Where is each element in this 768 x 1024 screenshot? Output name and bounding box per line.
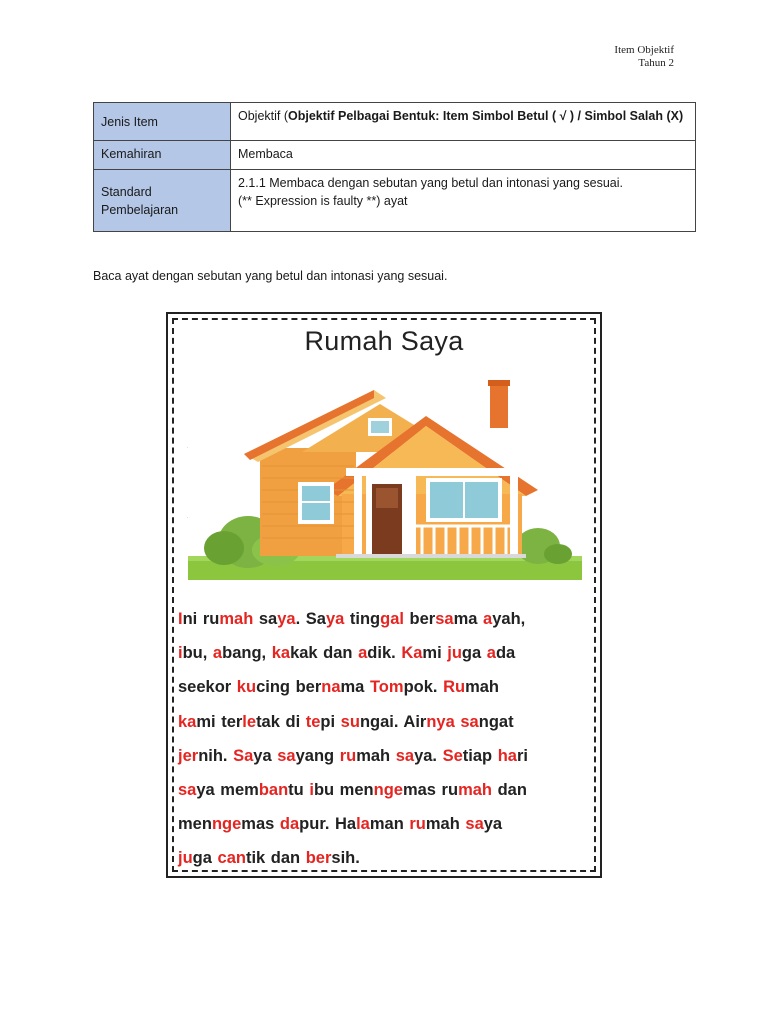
story-line <box>178 807 592 841</box>
card-title: Rumah Saya <box>304 326 464 356</box>
story-segment: ni <box>182 610 203 628</box>
story-segment: ya mem <box>196 781 259 800</box>
story-segment: pok. <box>403 678 444 697</box>
story-segment: mi <box>422 644 448 663</box>
story-segment: nih. <box>198 746 234 765</box>
standard-label-line2: Pembelajaran <box>101 202 179 217</box>
story-segment: dan <box>492 781 527 800</box>
highlighted-syllable: ru <box>409 815 426 834</box>
story-segment: ga <box>192 849 218 868</box>
story-segment: mah <box>465 678 500 697</box>
story-segment: man <box>369 815 410 834</box>
highlighted-syllable: mah <box>219 610 254 628</box>
document-header <box>614 44 674 70</box>
highlighted-syllable: I <box>178 610 183 628</box>
story-segment: cing ber <box>256 678 322 697</box>
story-segment: men <box>178 815 212 834</box>
story-segment: ya <box>483 815 503 834</box>
highlighted-syllable: nya <box>426 712 455 731</box>
highlighted-syllable: da <box>279 815 300 834</box>
story-segment: dik. <box>367 644 402 663</box>
story-segment: pur. Ha <box>299 815 357 834</box>
story-segment: sih. <box>331 849 360 868</box>
highlighted-syllable: te <box>305 712 321 731</box>
story-segment: mah <box>356 746 396 765</box>
story-text <box>178 602 592 876</box>
highlighted-syllable: Se <box>442 746 463 765</box>
story-segment: ma <box>453 610 484 628</box>
jenis-item-bold: Objektif Pelbagai Bentuk: Item Simbol Betul ( √ ) / Simbol Salah (X) <box>288 109 684 123</box>
highlighted-syllable: ya <box>325 610 345 628</box>
highlighted-syllable: ka <box>178 712 197 731</box>
highlighted-syllable: su <box>340 712 360 731</box>
highlighted-syllable: sa <box>465 815 484 834</box>
highlighted-syllable: ju <box>178 849 193 868</box>
standard-value <box>231 170 696 232</box>
story-line <box>178 705 592 739</box>
header-line-item: Item Objektif <box>614 44 674 56</box>
table-row <box>94 141 696 170</box>
jenis-item-value <box>231 103 696 141</box>
story-segment: ya <box>253 746 278 765</box>
highlighted-syllable: can <box>217 849 246 868</box>
highlighted-syllable: ru <box>339 746 357 765</box>
highlighted-syllable: i <box>309 781 314 800</box>
highlighted-syllable: la <box>356 815 370 834</box>
highlighted-syllable: a <box>358 644 368 663</box>
highlighted-syllable: ber <box>305 849 332 868</box>
highlighted-syllable: ka <box>271 644 291 663</box>
story-line <box>178 739 592 773</box>
house-illustration <box>186 370 584 588</box>
story-segment: yah, <box>492 610 526 628</box>
highlighted-syllable: nge <box>211 815 242 834</box>
story-line <box>178 841 592 875</box>
item-info-table <box>93 102 696 232</box>
story-segment: kor <box>205 678 237 697</box>
highlighted-syllable: a <box>483 610 493 628</box>
highlighted-syllable: a <box>486 644 496 663</box>
story-segment: see <box>178 678 206 697</box>
highlighted-syllable: jer <box>178 746 199 765</box>
story-segment: ri <box>516 746 528 765</box>
story-segment: mas ru <box>402 781 459 800</box>
highlighted-syllable: na <box>321 678 341 697</box>
story-segment: ber <box>403 610 436 628</box>
story-segment: bang, <box>222 644 272 663</box>
highlighted-syllable: ban <box>258 781 289 800</box>
highlighted-syllable: sa <box>178 781 197 800</box>
highlighted-syllable: ju <box>447 644 462 663</box>
highlighted-syllable: Tom <box>369 678 404 697</box>
highlighted-syllable: nge <box>373 781 403 800</box>
story-segment: sa <box>253 610 278 628</box>
jenis-item-label: Jenis Item <box>94 103 231 141</box>
reading-card <box>166 312 602 878</box>
story-segment: tu <box>288 781 310 800</box>
highlighted-syllable: sa <box>435 610 454 628</box>
chimney <box>490 384 508 428</box>
highlighted-syllable: gal <box>380 610 404 628</box>
story-segment: ru <box>202 610 220 628</box>
jenis-item-prefix: Objektif ( <box>238 109 289 123</box>
story-segment: ngai. Air <box>359 712 427 731</box>
story-line <box>178 773 592 807</box>
kemahiran-value: Membaca <box>231 141 696 170</box>
instruction-text: Baca ayat dengan sebutan yang betul dan intonasi yang sesuai. <box>93 269 448 283</box>
story-segment: bu men <box>313 781 374 800</box>
story-segment: kak dan <box>290 644 359 663</box>
story-line <box>178 602 592 636</box>
highlighted-syllable: i <box>178 644 183 663</box>
story-line <box>178 670 592 704</box>
story-segment: tik dan <box>245 849 306 868</box>
standard-value-line2: (** Expression is faulty **) ayat <box>238 194 408 208</box>
story-segment: tak di <box>256 712 306 731</box>
highlighted-syllable: le <box>242 712 257 731</box>
table-row <box>94 170 696 232</box>
highlighted-syllable: mah <box>458 781 492 800</box>
highlighted-syllable: a <box>212 644 223 663</box>
highlighted-syllable: Sa <box>233 746 254 765</box>
highlighted-syllable: ku <box>236 678 257 697</box>
highlighted-syllable: sa <box>395 746 415 765</box>
standard-value-line1: 2.1.1 Membaca dengan sebutan yang betul dan intonasi yang sesuai. <box>238 176 623 190</box>
story-segment: ngat <box>478 712 514 731</box>
highlighted-syllable: Ka <box>401 644 423 663</box>
standard-label-line1: Standard <box>101 184 152 199</box>
highlighted-syllable: ha <box>497 746 517 765</box>
story-line <box>178 636 592 670</box>
story-segment: mah <box>425 815 466 834</box>
header-line-year: Tahun 2 <box>638 57 674 69</box>
highlighted-syllable: sa <box>460 712 479 731</box>
highlighted-syllable: Ru <box>443 678 466 697</box>
story-segment: da <box>495 644 516 663</box>
kemahiran-label: Kemahiran <box>94 141 231 170</box>
highlighted-syllable: ya <box>277 610 296 628</box>
story-segment: pi <box>320 712 341 731</box>
story-segment: ya. <box>414 746 443 765</box>
story-segment: . Sa <box>295 610 326 628</box>
story-segment: yang <box>295 746 340 765</box>
story-segment: mas <box>241 815 280 834</box>
standard-label <box>94 170 231 232</box>
highlighted-syllable: sa <box>277 746 296 765</box>
story-segment: mi ter <box>196 712 243 731</box>
table-row <box>94 103 696 141</box>
story-segment: ma <box>340 678 370 697</box>
story-segment: ting <box>344 610 381 628</box>
story-segment: bu, <box>182 644 213 663</box>
story-segment: tiap <box>462 746 498 765</box>
story-segment: ga <box>461 644 487 663</box>
